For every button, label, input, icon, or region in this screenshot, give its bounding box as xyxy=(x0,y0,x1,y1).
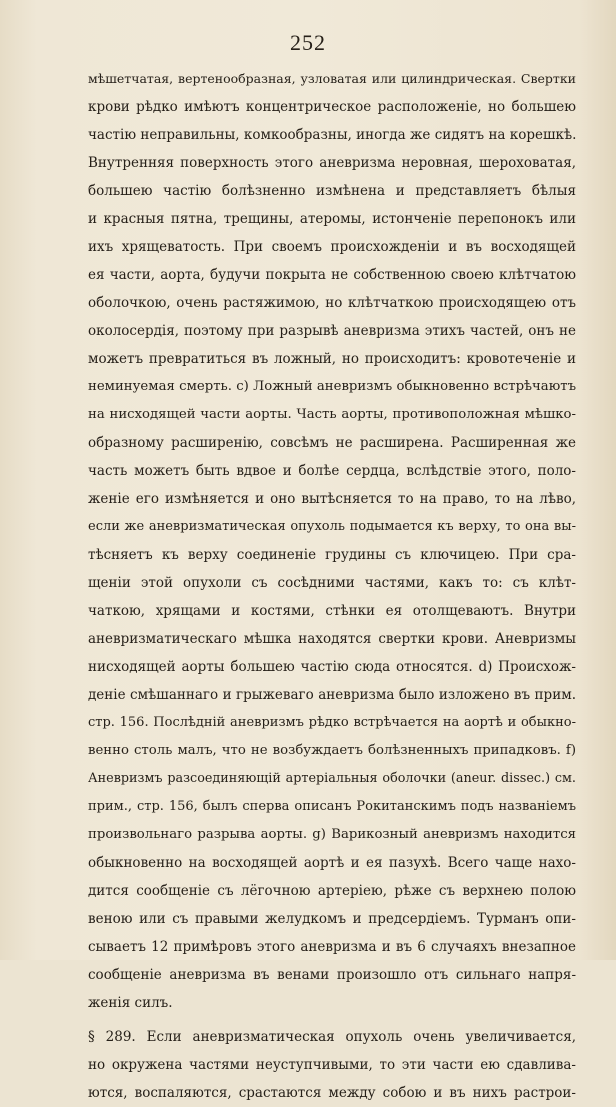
text-line: и красныя пятна, трещины, атеромы, истонченiе перепонокъ или xyxy=(88,211,576,227)
text-line: мѣшетчатая, вертенообразная, узловатая или цилиндрическая. Свертки xyxy=(88,71,576,86)
text-line: неминуемая смерть. c) Ложный аневризмъ обыкновенно встрѣчаютъ xyxy=(88,379,576,394)
text-line: образному расширенiю, совсѣмъ не расширена. Расширенная же xyxy=(88,435,576,451)
text-line: сообщенiе аневризма въ венами произошло отъ сильнаго напря- xyxy=(88,967,576,983)
text-line: Внутренняя поверхность этого аневризма неровная, шероховатая, xyxy=(88,155,576,171)
text-line: сываетъ 12 примѣровъ этого аневризма и въ 6 случаяхъ внезапное xyxy=(88,939,576,955)
text-line: обыкновенно на восходящей аортѣ и ея пазухѣ. Всего чаще нахо- xyxy=(88,855,576,871)
text-line: женiя силъ. xyxy=(88,995,173,1011)
text-line: ихъ хрящеватость. При своемъ происхожденiи и въ восходящей xyxy=(88,239,576,255)
text-line: веною или съ правыми желудкомъ и предсердiемъ. Турманъ опи- xyxy=(88,911,576,927)
text-line: тѣсняетъ къ верху соединенiе грудины съ ключицею. При сра- xyxy=(88,547,576,563)
text-line: околосердiя, поэтому при разрывѣ аневризма этихъ частей, онъ не xyxy=(88,323,576,339)
text-line: венно столь малъ, что не возбуждаетъ болѣзненныхъ припадковъ. f) xyxy=(88,743,576,758)
text-line: произвольнаго разрыва аорты. g) Варикозный аневризмъ находится xyxy=(88,827,576,842)
text-line: если же аневризматическая опухоль подымается къ верху, то она вы- xyxy=(88,519,576,534)
text-line: Аневризмъ разсоединяющiй артерiальныя оболочки (aneur. dissec.) см. xyxy=(88,771,576,786)
text-line: ея части, аорта, будучи покрыта не собственною своею клѣтчатою xyxy=(88,267,576,283)
text-line: можетъ превратиться въ ложный, но происходитъ: кровотеченiе и xyxy=(88,351,576,367)
text-line: женiе его измѣняется и оно вытѣсняется то на право, то на лѣво, xyxy=(88,491,576,507)
text-line: частiю неправильны, комкообразны, иногда же сидятъ на корешкѣ. xyxy=(88,127,576,143)
text-line: аневризматическаго мѣшка находятся свертки крови. Аневризмы xyxy=(88,631,576,647)
text-line: денiе смѣшаннаго и грыжеваго аневризма было изложено въ прим. xyxy=(88,687,576,703)
text-line: стр. 156. Послѣднiй аневризмъ рѣдко встрѣчается на аортѣ и обыкно- xyxy=(88,715,576,730)
section-line: ются, воспаляются, срастаются между собою и въ нихъ растрои- xyxy=(88,1085,576,1101)
body-text xyxy=(88,65,576,1107)
page-number: 252 xyxy=(290,30,326,55)
section-line: но окружена частями неуступчивыми, то эти части ею сдавлива- xyxy=(88,1057,576,1073)
text-line: прим., стр. 156, былъ сперва описанъ Рокитанскимъ подъ названiемъ xyxy=(88,799,576,814)
text-line: крови рѣдко имѣютъ концентрическое расположенiе, но большею xyxy=(88,99,576,115)
section-line: § 289. Если аневризматическая опухоль очень увеличивается, xyxy=(88,1029,576,1045)
text-line: большею частiю болѣзненно измѣнена и представляетъ бѣлыя xyxy=(88,183,576,199)
text-line: дится сообщенiе съ лёгочною артерiею, рѣже съ верхнею полою xyxy=(88,883,576,899)
text-line: щенiи этой опухоли съ сосѣдними частями, какъ то: съ клѣт- xyxy=(88,575,576,591)
text-line: чаткою, хрящами и костями, стѣнки ея отолщеваютъ. Внутри xyxy=(88,603,576,619)
text-line: на нисходящей части аорты. Часть аорты, противоположная мѣшко- xyxy=(88,407,576,422)
text-line: оболочкою, очень растяжимою, но клѣтчаткою происходящею отъ xyxy=(88,295,576,311)
text-line: часть можетъ быть вдвое и болѣе сердца, вслѣдствiе этого, поло- xyxy=(88,463,576,479)
text-line: нисходящей аорты большею частiю сюда относятся. d) Происхож- xyxy=(88,659,576,675)
